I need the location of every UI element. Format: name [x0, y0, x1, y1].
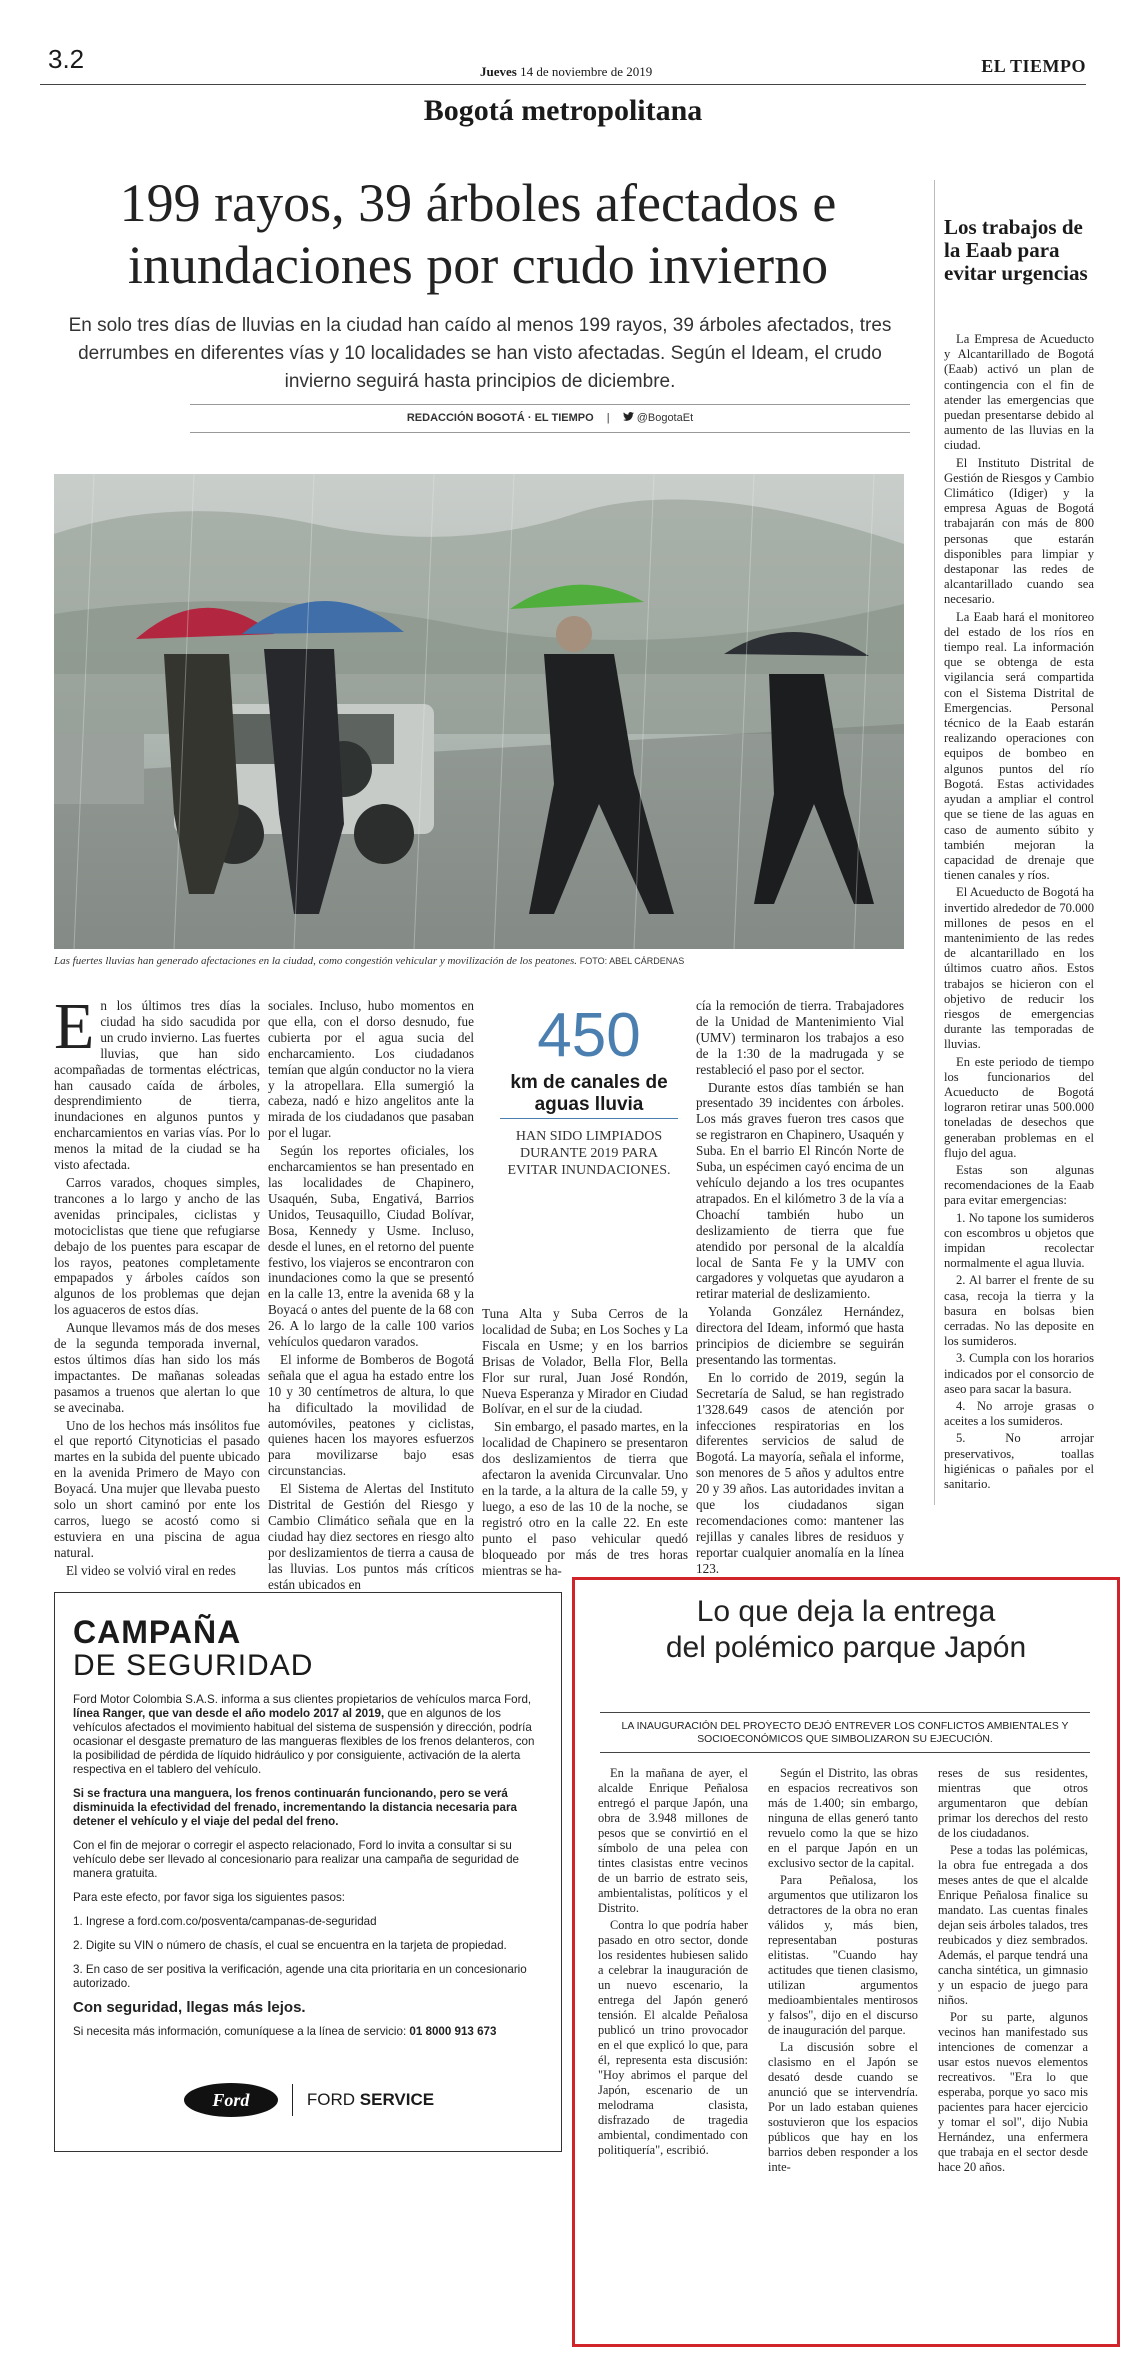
- headline-line-1: 199 rayos, 39 árboles afectados e: [119, 173, 837, 233]
- ad-slogan-text: Con seguridad, llegas más lejos.: [73, 1999, 306, 2016]
- sidebar-paragraph: Estas son algunas recomendaciones de la Eaab para evitar emergencias:: [944, 1162, 1094, 1208]
- japan-paragraph: La discusión sobre el clasismo en el Japón se desató desde cuando se anunció que se intervendría. Por un lado estaban quienes sostuvieron que los espacios públicos que hay en los barrios deben responder a los inte-: [768, 2040, 918, 2174]
- article-paragraph-text: n los últimos tres días la ciudad ha sido sacudida por un crudo invierno. Las fuertes lluvias, que han sido acompañadas de tormentas eléctricas, han causado caída de árboles, desprendimiento de tierra, inundaciones en algunos puntos y encharcamientos en varias vías. Por lo menos la mitad de la ciudad se ha visto afectada.: [54, 998, 260, 1173]
- twitter-icon: [623, 412, 637, 424]
- japan-paragraph: Para Peñalosa, los argumentos que utilizaron los detractores de la obra no eran válidos y, más bien, representaban posturas elitistas. "Cuando hay actitudes que tienen clasismo, utilizan argumentos medioambientales mentirosos y falsos", dijo en el discurso de inauguración del parque.: [768, 1873, 918, 2037]
- stat-subtitle: HAN SIDO LIMPIADOS DURANTE 2019 PARA EVITAR INUNDACIONES.: [507, 1129, 671, 1178]
- ad-intro-b: línea Ranger, que van desde el año modelo 2017 al 2019,: [73, 1707, 385, 1720]
- ad-intro-a: Ford Motor Colombia S.A.S. informa a sus clientes propietarios de vehículos marca Ford,: [73, 1693, 532, 1706]
- japan-paragraph: Pese a todas las polémicas, la obra fue entregada a dos meses antes de que el alcalde Enrique Peñalosa finalice su mandato. Las cuentas finales dejan seis árboles talados, tres reubicados y diez sembrados. Además, el parque tendrá una cancha sintética, un gimnasio y un espacio de juego para niños.: [938, 1843, 1088, 2007]
- article-dek: En solo tres días de lluvias en la ciudad han caído al menos 199 rayos, 39 árboles afectados, tres derrumbes en diferentes vías y 10 localidades se han visto afectadas. Según el Ideam, el crudo invierno seguirá hasta principios de diciembre.: [68, 315, 892, 392]
- sidebar-paragraph: El Acueducto de Bogotá ha invertido alrededor de 70.000 millones de pesos en el mantenimiento de las redes de alcantarillado en los últimos cuatro años. Estos trabajos se hicieron con el objetivo de reducir los riesgos de emergencias durante las temporadas de lluvias.: [944, 885, 1094, 1052]
- article-paragraph: Tuna Alta y Suba Cerros de la localidad de Suba; en Los Soches y La Fiscala en Usme; y en los barrios Brisas de Volador, Bella Flor, Bella Flor sur rural, Juan José Rondón, Nueva Esperanza y Mirador en Ciudad Bolívar, en el sur de la ciudad.: [482, 1306, 688, 1417]
- drop-cap: E: [54, 990, 95, 1063]
- japan-paragraph: En la mañana de ayer, el alcalde Enrique Peñalosa entregó el parque Japón, una obra de 3.948 millones de pesos que se convirtió en el símbolo de una pelea con tintes clasistas entre vecinos de un barrio de estrato seis, ambientalistas, políticos y el Distrito.: [598, 1766, 748, 1915]
- sidebar-paragraph: La Empresa de Acueducto y Alcantarillado de Bogotá (Eaab) activó un plan de contingencia con el fin de atender las emergencias que puedan presentarse debido al aumento de las lluvias en la ciudad.: [944, 332, 1094, 453]
- ford-safety-ad: [54, 1592, 562, 2152]
- article-paragraph: [54, 990, 260, 1173]
- byline-rule-top: [190, 404, 910, 405]
- ad-title-line-1: CAMPAÑA: [73, 1614, 242, 1650]
- ad-step-3: 3. En caso de ser positiva la verificación, agende una cita prioritaria en un concesionario autorizado.: [73, 1963, 527, 1990]
- caption-text: Las fuertes lluvias han generado afectaciones en la ciudad, como congestión vehicular y movilización de los peatones.: [54, 955, 578, 967]
- article-paragraph: El video se volvió viral en redes: [66, 1562, 236, 1578]
- japan-column-2: [768, 1766, 918, 2177]
- ad-contact-phone: 01 8000 913 673: [409, 2025, 497, 2038]
- issue-weekday: Jueves: [480, 64, 517, 79]
- article-paragraph: Yolanda González Hernández, directora del Ideam, informó que hasta principios de diciembre se seguirán presentando las tormentas.: [696, 1304, 904, 1367]
- ad-title-line-2: DE SEGURIDAD: [73, 1649, 314, 1682]
- ad-step-1: 1. Ingrese a ford.com.co/posventa/campanas-de-seguridad: [73, 1915, 377, 1928]
- photo-caption: [54, 955, 904, 967]
- header-rule: [40, 84, 1086, 85]
- ad-contact-text: Si necesita más información, comuníquese a la línea de servicio:: [73, 2025, 407, 2038]
- byline-twitter-handle: @BogotaEt: [636, 412, 694, 424]
- stat-title: km de canales de aguas lluvia: [510, 1072, 668, 1115]
- headline-line-2: inundaciones por crudo invierno: [127, 235, 829, 295]
- ford-logo: Ford: [184, 2083, 278, 2117]
- byline-separator: |: [606, 412, 610, 424]
- ad-paragraph: Con el fin de mejorar o corregir el aspecto relacionado, Ford lo invita a consultar si su vehículo debe ser llevado al concesionario para realizar una campaña de seguridad de manera gratuita.: [73, 1839, 520, 1880]
- article-byline: [190, 412, 910, 424]
- ford-service-word-1: FORD: [306, 2090, 356, 2109]
- ad-warning: [73, 1787, 543, 1829]
- ford-service-logo: [307, 2090, 434, 2110]
- article-paragraph: cía la remoción de tierra. Trabajadores de la Unidad de Mantenimiento Vial (UMV) terminaron los trabajos a eso de la 1:30 de la madrugada y se restableció el paso por el sector.: [696, 998, 904, 1077]
- article-paragraph: sociales. Incluso, hubo momentos en que ella, con el dorso desnudo, fue cubierta por el agua sucia del encharcamiento. Los ciudadanos temían que algún conductor no la viera y la atropellara. Ella sumergió la cabeza, nadó e hizo angelitos ante la mirada de los ciudadanos que pasaban por el lugar.: [268, 998, 474, 1141]
- article-paragraph: Durante estos días también se han presentado 39 incidentes con árboles. Los más graves fueron tres casos que se registraron en Chapinero, Usaquén y Suba. En el barrio El Rincón Norte de Suba, un espécimen cayó encima de un vehículo dejando a los tres ocupantes atrapados. En el kilómetro 3 de la vía a Choachí también hubo un deslizamiento de tierra que fue atendido por personal de la alcaldía local de Santa Fe y la UMV con cargadores y volquetas que ayudaron a retirar material de deslizamiento.: [696, 1079, 905, 1302]
- ad-intro: [73, 1693, 543, 1777]
- page-number: 3.2: [48, 44, 85, 74]
- article-paragraph: Uno de los hechos más insólitos fue el que reportó Citynoticias el pasado martes en la subida del puente ubicado en la avenida Primero de Mayo con Boyacá. Una mujer que llevaba puesto solo un short caminó por ente los carros, luego se acostó como si estuviera en una piscina de agua natural.: [54, 1417, 260, 1560]
- byline-author: REDACCIÓN BOGOTÁ · EL TIEMPO: [406, 412, 594, 424]
- sidebar-paragraph: En este periodo de tiempo los funcionarios del Acueducto de Bogotá lograron retirar unas 500.000 toneladas de desechos que generaban problemas en el flujo del agua.: [944, 1054, 1094, 1160]
- japan-paragraph: Según el Distrito, las obras en espacios recreativos son más de 1.400; sin embargo, ninguna de ellas generó tanto revuelo como la que se hizo en el parque Japón en un exclusivo sector de la capital.: [768, 1766, 918, 1870]
- article-column-2: [268, 998, 474, 1595]
- article-paragraph: Aunque llevamos más de dos meses de la segunda temporada invernal, estos últimos días han sido los más impactantes. De mañanas soleadas pasamos a truenos que alertan lo que se avecinaba.: [54, 1320, 260, 1415]
- sidebar-divider: [934, 180, 935, 1505]
- article-paragraph: En lo corrido de 2019, según la Secretaría de Salud, se han registrado 1'328.649 casos de atención por infecciones respiratorias en los diferentes servicios de salud de Bogotá. La mayoría, señala el informe, son menores de 5 años y adultos entre 20 y 39 años. Las autoridades invitan a que los ciudadanos sigan recomendaciones como: mantener las rejillas y canales libres de residuos y reportar cualquier anomalía en la línea 123.: [696, 1369, 904, 1576]
- ad-contact: [73, 2025, 543, 2039]
- japan-column-1: [598, 1766, 748, 2160]
- article-paragraph: El informe de Bomberos de Bogotá señala que el agua ha estado entre los 10 y 30 centímetros de altura, lo que ha dificultado la movilidad de automóviles, peatones y ciclistas, quienes hacen los mayores esfuerzos para movilizarse bajo esas circunstancias.: [268, 1351, 474, 1479]
- article-paragraph: Según los reportes oficiales, los encharcamientos se han presentado en las localidades de Chapinero, Usaquén, Suba, Engativá, Barrios Unidos, Teusaquillo, Ciudad Bolívar, Bosa, Kennedy y Usme. Incluso, desde el lunes, en el retorno del puente festivo, los viajeros se encontraron con inundaciones como la que se presentó en la calle 13, entre la avenida 68 y la Boyacá o antes del puente de la 68 con 26. A lo largo de la calle 100 varios vehículos quedaron varados.: [268, 1143, 474, 1350]
- issue-date: [480, 64, 652, 80]
- sidebar-list-item: 1. No tapone los sumideros con escombros u objetos que impidan recolectar normalmente el agua lluvia.: [944, 1210, 1094, 1271]
- japan-rule-top: [600, 1712, 1090, 1713]
- ad-footer: [55, 2083, 563, 2117]
- japan-rule-bottom: [600, 1752, 1090, 1753]
- newspaper-brand: EL TIEMPO: [981, 56, 1086, 76]
- ad-footer-divider: [292, 2084, 293, 2116]
- ad-slogan: [73, 2001, 543, 2015]
- issue-date-text: 14 de noviembre de 2019: [520, 64, 653, 79]
- japan-paragraph: reses de sus residentes, mientras que otros argumentaron que debían primar los derechos del resto de los ciudadanos.: [938, 1766, 1088, 1840]
- sidebar-list-item: 2. Al barrer el frente de su casa, recoja la tierra y la basura en bolsas bien cerradas. No las deposite en los sumideros.: [944, 1273, 1094, 1349]
- rain-photo: [54, 474, 904, 949]
- article-column-3: [482, 1306, 688, 1580]
- japan-headline: [575, 1594, 1117, 1666]
- sidebar-body: [944, 332, 1094, 1494]
- sidebar-list-item: 5. No arrojar preservativos, toallas higiénicas o pañales por el sanitario.: [944, 1431, 1094, 1492]
- main-headline: [48, 172, 908, 296]
- sidebar-paragraph: La Eaab hará el monitoreo del estado de los ríos en tiempo real. La información que se obtenga de esta vigilancia será compartida con el Sistema Distrital de Emergencias. Personal técnico de la Eaab estarán realizando operaciones con equipos de bombeo en algunos puntos del río Bogotá. Estas actividades ayudan a ampliar el control que se tiene de las aguas en caso de aumento súbito y también mejoran la capacidad de drenaje que tienen canales y ríos.: [944, 609, 1094, 883]
- sidebar-list-item: 3. Cumpla con los horarios indicados por el consorcio de aseo para sacar la basura.: [944, 1351, 1094, 1396]
- japan-headline-line-1: Lo que deja la entrega: [696, 1595, 996, 1628]
- photo-credit: FOTO: ABEL CÁRDENAS: [579, 956, 685, 966]
- japan-headline-line-2: del polémico parque Japón: [665, 1631, 1027, 1664]
- japan-paragraph: Contra lo que podría haber pasado en otro sector, donde los residentes hubiesen salido a celebrar la inauguración de un nuevo escenario, la entrega del Japón generó tensión. El alcalde Peñalosa publicó un trino provocador en el que explicó lo que, para él, representa esta discusión: "Hoy abrimos el parque del Japón, escenario de un melodrama clasista, disfrazado de tragedia ambiental, condimentado con politiquería", escribió.: [598, 1918, 748, 2157]
- ford-service-word-2: SERVICE: [359, 2090, 435, 2109]
- sidebar-paragraph: El Instituto Distrital de Gestión de Riesgos y Cambio Climático (Idiger) y la empresa Aguas de Bogotá trabajarán con más de 800 personas que estarán disponibles para limpiar y destaponar las redes de alcantarillado cuando sea necesario.: [944, 455, 1094, 607]
- japan-paragraph: Por su parte, algunos vecinos han manifestado sus intenciones de comenzar a usar estos nuevos elementos recreativos. "Era lo que esperaba, porque yo saco mis pacientes para hacer ejercicio y tomar el sol", dijo Nubia Hernández, una enfermera que trabaja en el sector desde hace 20 años.: [938, 2010, 1088, 2174]
- article-paragraph: El Sistema de Alertas del Instituto Distrital de Gestión del Riesgo y Cambio Climático señala que en la ciudad hay diez sectores en riesgo alto por deslizamientos de tierra a causa de las lluvias. Los puntos más críticos están ubicados en: [268, 1481, 474, 1592]
- article-column-4: [696, 998, 904, 1579]
- byline-rule-bottom: [190, 432, 910, 433]
- japan-subtitle: LA INAUGURACIÓN DEL PROYECTO DEJÓ ENTREVER LOS CONFLICTOS AMBIENTALES Y SOCIOECONÓMICOS QUE SIMBOLIZARON SU EJECUCIÓN.: [621, 1721, 1069, 1745]
- article-paragraph: Sin embargo, el pasado martes, en la localidad de Chapinero se presentaron dos deslizamientos de tierra que afectaron la avenida Circunvalar. Uno en la tarde, a la altura de la calle 59, y luego, a eso de las 10 de la noche, se registró otro en la calle 22. En este punto el paso vehicular quedó bloqueado por más de tres horas mientras se ha-: [482, 1419, 688, 1578]
- ad-step-2: 2. Digite su VIN o número de chasís, el cual se encuentra en la tarjeta de propiedad.: [73, 1939, 507, 1952]
- section-title: Bogotá metropolitana: [423, 94, 703, 127]
- ad-intro-c: que en algunos de los vehículos afectados el movimiento habitual del sistema de suspensión y dirección, podría ocasionar el desgaste prematuro de las mangueras flexibles de los frenos delanteros, con la posibilidad de pérdida de líquido hidráulico y por consiguiente, activación de la alerta respectiva en el tablero del vehículo.: [73, 1707, 535, 1776]
- stat-rule: [500, 1118, 678, 1119]
- sidebar-title: Los trabajos de la Eaab para evitar urgencias: [944, 215, 1088, 285]
- ad-paragraph: Para este efecto, por favor siga los siguientes pasos:: [73, 1891, 345, 1904]
- ad-warning-text: Si se fractura una manguera, los frenos continuarán funcionando, pero se verá disminuida la efectividad del frenado, incrementando la distancia necesaria para detener el vehículo y el viaje del pedal del freno.: [73, 1787, 517, 1828]
- sidebar-list-item: 4. No arroje grasas o aceites a los sumideros.: [944, 1399, 1094, 1429]
- article-paragraph: Carros varados, choques simples, trancones a lo largo y ancho de las avenidas principales, ciclistas y motociclistas que tiene que refugiarse debajo de los puentes para escapar de los rayos, peatones completamente empapados y árboles caídos son algunos de los problemas que dejan los aguaceros de estos días.: [54, 1174, 260, 1318]
- article-column-1: [54, 990, 260, 1581]
- stat-number: 450: [537, 1001, 641, 1070]
- japan-column-3: [938, 1766, 1088, 2177]
